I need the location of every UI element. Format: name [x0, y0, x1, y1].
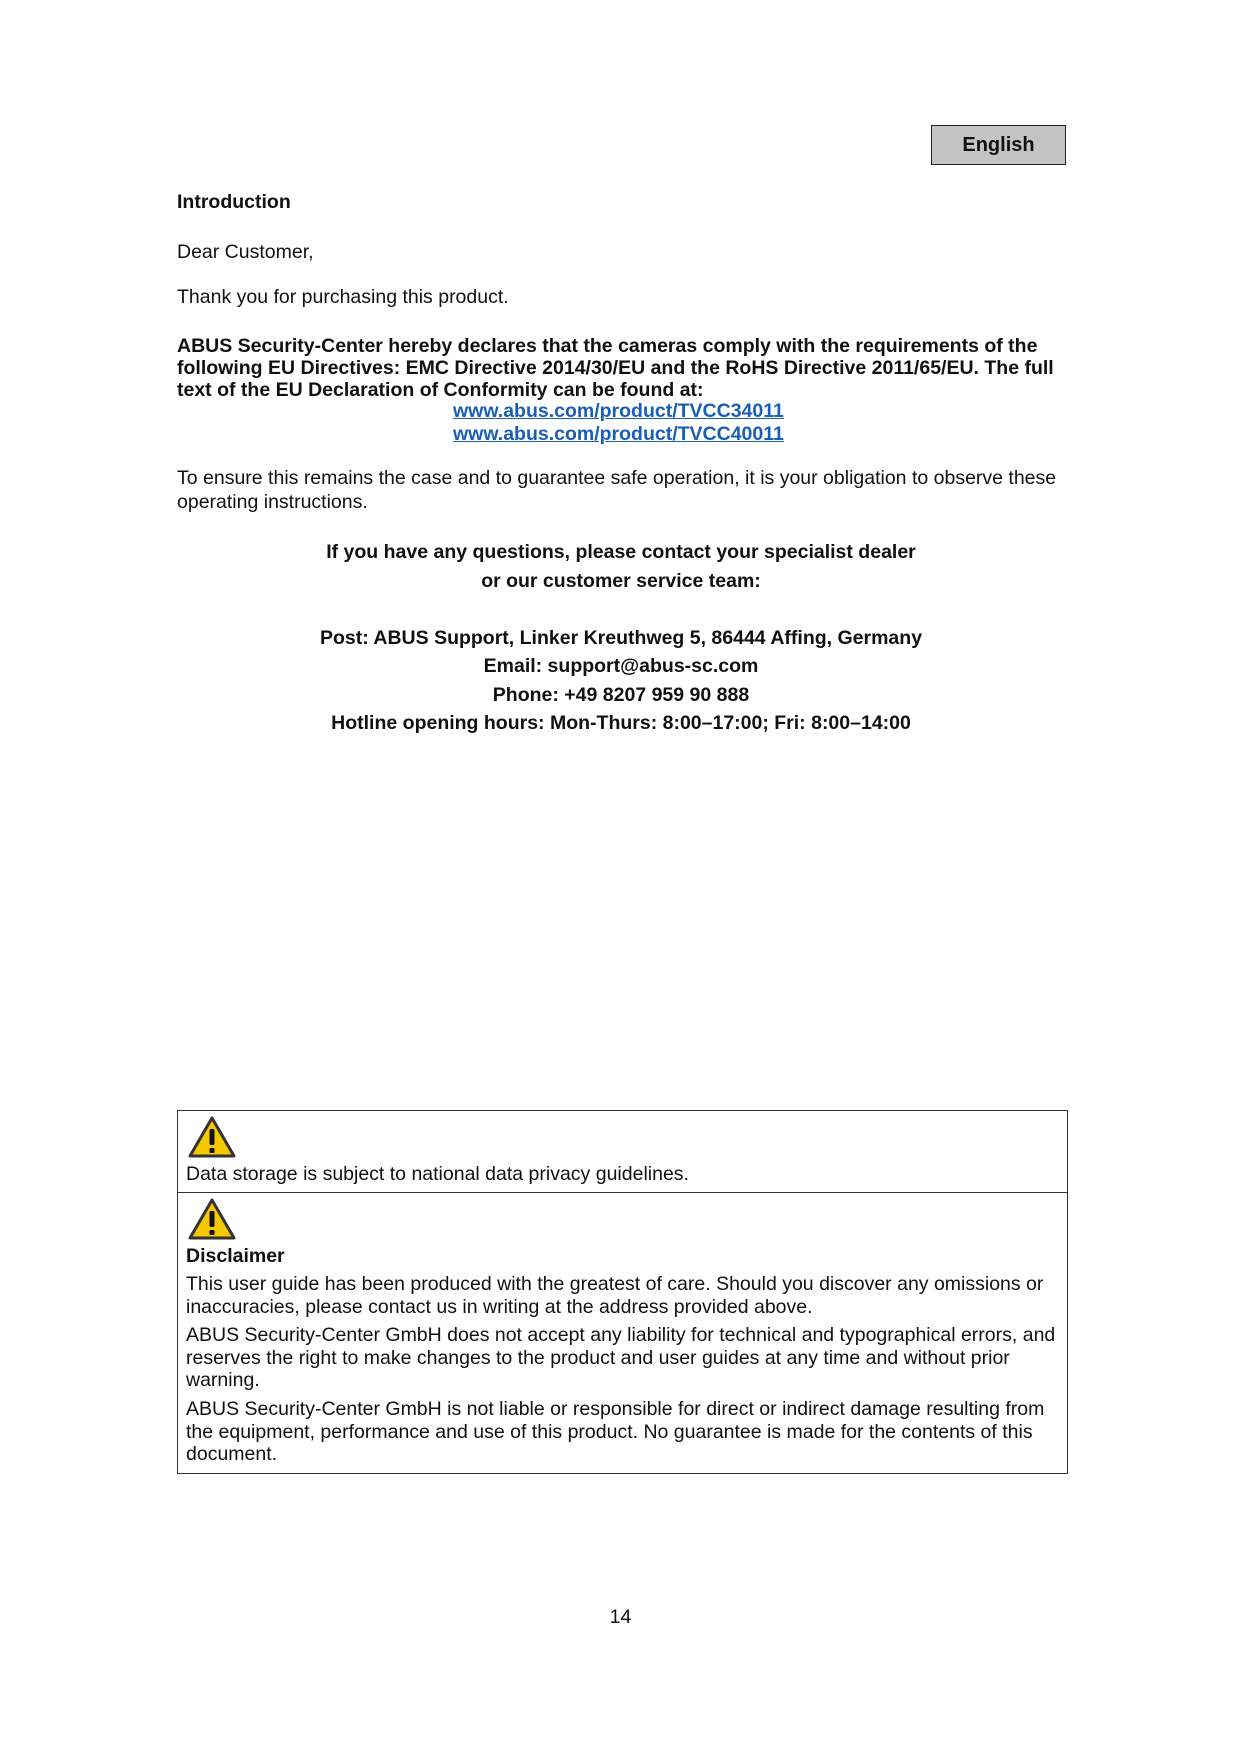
product-link-tvcc40011[interactable]: www.abus.com/product/TVCC40011 [453, 423, 784, 445]
language-badge [931, 125, 1066, 165]
contact-email: Email: support@abus-sc.com [483, 655, 759, 677]
disclaimer-paragraph-3: ABUS Security-Center GmbH is not liable or responsible for direct or indirect damage resulting from the equipment, performance and use of this product. No guarantee is made for the contents of this document. [186, 1398, 1045, 1465]
contact-post: Post: ABUS Support, Linker Kreuthweg 5, 86444 Affing, Germany [319, 627, 923, 649]
page-number: 14 [609, 1606, 632, 1628]
contact-phone: Phone: +49 8207 959 90 888 [492, 684, 750, 706]
disclaimer-paragraph-1: This user guide has been produced with the greatest of care. Should you discover any omissions or inaccuracies, please contact us in writing at the address provided above. [186, 1273, 1044, 1318]
disclaimer-paragraph-2: ABUS Security-Center GmbH does not accept any liability for technical and typographical errors, and reserves the right to make changes to the product and user guides at any time and without prior warning. [186, 1324, 1056, 1391]
notice-divider [177, 1192, 1068, 1193]
eu-declaration: ABUS Security-Center hereby declares that the cameras comply with the requirements of the following EU Directives: EMC Directive 2014/30/EU and the RoHS Directive 2011/65/EU. The full text of the EU Declaration of Conformity can be found at: [177, 335, 1054, 401]
warning-triangle-icon [187, 1197, 237, 1241]
warning-triangle-icon [187, 1115, 237, 1159]
greeting: Dear Customer, [177, 241, 314, 263]
contact-intro-line2: or our customer service team: [481, 570, 761, 592]
language-label: English [962, 133, 1035, 156]
thanks-text: Thank you for purchasing this product. [177, 286, 509, 308]
disclaimer-title: Disclaimer [186, 1245, 285, 1267]
privacy-notice: Data storage is subject to national data privacy guidelines. [186, 1163, 689, 1185]
contact-intro-line1: If you have any questions, please contact your specialist dealer [326, 541, 916, 563]
product-link-tvcc34011[interactable]: www.abus.com/product/TVCC34011 [453, 400, 784, 422]
obligation-text: To ensure this remains the case and to guarantee safe operation, it is your obligation to observe these operating instructions. [177, 467, 1057, 513]
contact-hours: Hotline opening hours: Mon-Thurs: 8:00–17:00; Fri: 8:00–14:00 [331, 712, 911, 734]
section-title: Introduction [177, 191, 291, 213]
